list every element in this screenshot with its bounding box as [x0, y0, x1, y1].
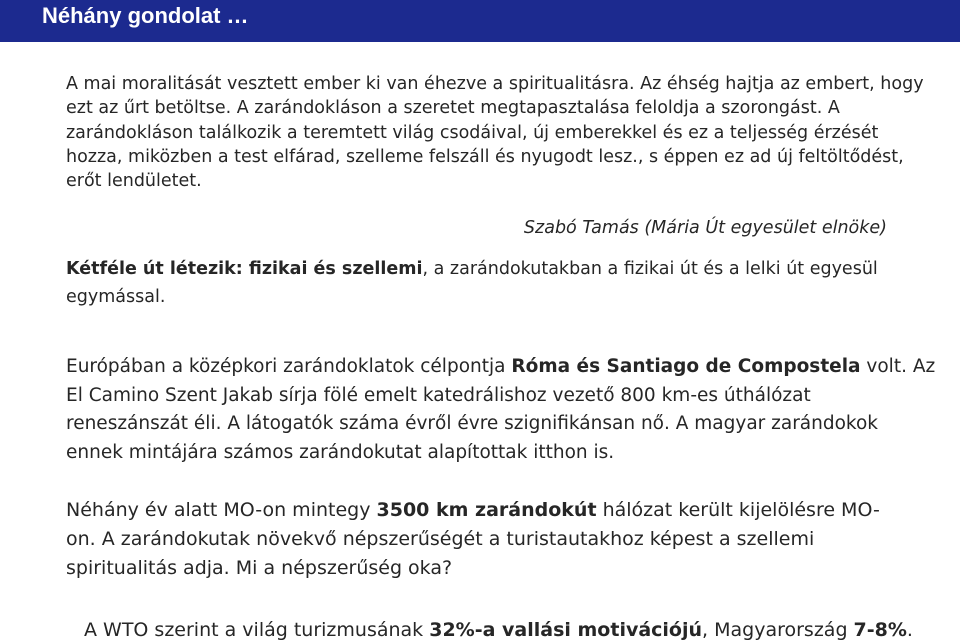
- text-span: volt. Az El Camino Szent Jakab sírja fölé emelt katedrálishoz vezető 800 km-es úthálózat reneszánszát éli. A látogatók száma évről évre szignifikánsan nő. A magyar zarándokok ennek mintájára számos zarándokutat alapítottak itthon is.: [66, 356, 936, 463]
- text-span: , Magyarország: [702, 619, 854, 641]
- paragraph-europe: [66, 353, 936, 467]
- paragraph-wto: [84, 617, 944, 643]
- bold-phrase: Róma és Santiago de Compostela: [511, 356, 861, 377]
- title-bar: [0, 0, 960, 42]
- paragraph-two-ways: [66, 255, 936, 311]
- bold-phrase: 7-8%: [853, 619, 907, 641]
- bold-phrase: 32%-a vallási motivációjú: [429, 619, 703, 641]
- text-span: Európában a középkori zarándoklatok célpontja: [66, 356, 512, 377]
- paragraph-hungary: [66, 496, 896, 583]
- text-span: A WTO szerint a világ turizmusának: [84, 619, 430, 641]
- text-span: hálózat került kijelölésre MO-on. A zarándokutak növekvő népszerűségét a turistautakhoz képest a szellemi spiritualitás adja. Mi a népszerűség oka?: [66, 499, 880, 579]
- page-title: Néhány gondolat …: [42, 3, 249, 28]
- paragraph-intro: A mai moralitását vesztett ember ki van éhezve a spiritualitásra. Az éhség hajtja az embert, hogy ezt az űrt betöltse. A zarándokláson a szeretet megtapasztalása feloldja a szorongást. A zarándokláson találkozik a teremtett világ csodáival, új emberekkel és ez a teljesség érzését hozza, miközben a test elfárad, szelleme felszáll és nyugodt lesz., s éppen ez ad új feltöltődést, erőt lendületet.: [66, 74, 924, 192]
- text-span: .: [906, 619, 913, 641]
- bold-phrase: Kétféle út létezik: fizikai és szellemi: [66, 259, 423, 279]
- bold-phrase: 3500 km zarándokút: [376, 499, 597, 521]
- text-span: , a zarándokutakban a fizikai út és a lelki út egyesül egymással.: [66, 259, 878, 307]
- text-span: Néhány év alatt MO-on mintegy: [66, 499, 377, 521]
- quote-attribution: Szabó Tamás (Mária Út egyesület elnöke): [523, 218, 887, 238]
